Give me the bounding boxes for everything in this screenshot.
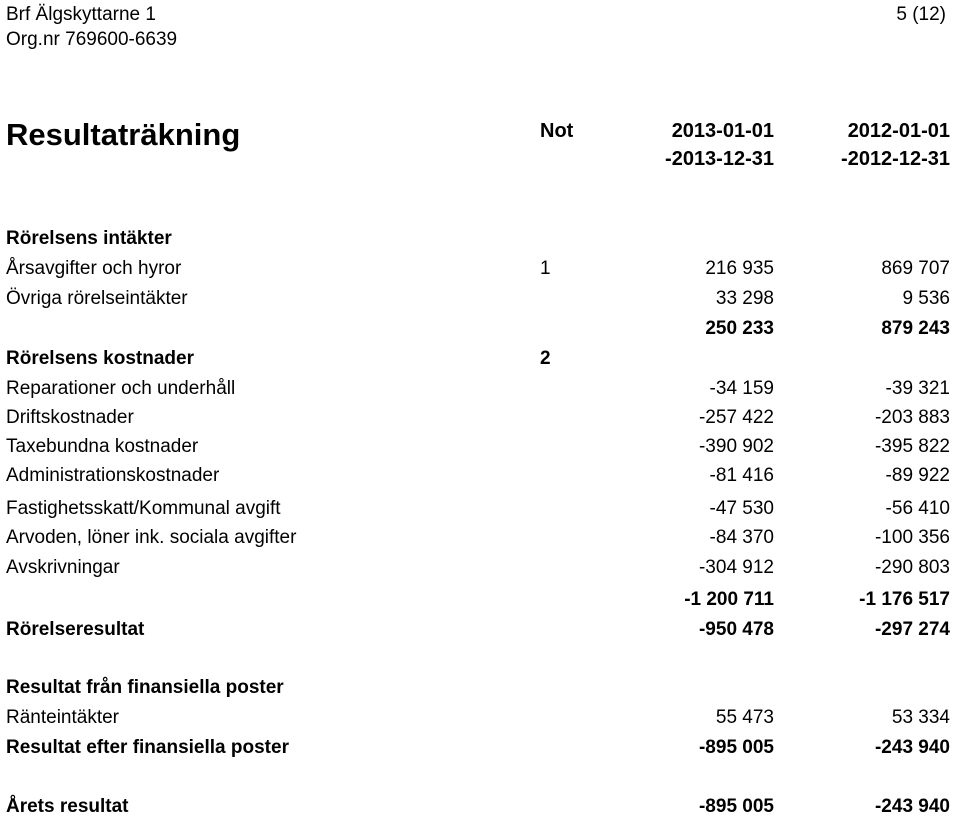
- table-row: [0, 553, 960, 583]
- row-value-2012: -243 940: [874, 796, 950, 817]
- table-row: [0, 673, 960, 703]
- table-row: [0, 224, 960, 254]
- row-value-2012: -297 274: [874, 619, 950, 640]
- table-row: [0, 461, 960, 491]
- organization-number: Org.nr 769600-6639: [6, 29, 178, 50]
- row-note: 2: [540, 348, 551, 369]
- row-value-2012: -243 940: [874, 737, 950, 758]
- row-value-2012: 9 536: [902, 288, 950, 309]
- row-value-2013: -257 422: [698, 407, 774, 428]
- table-row: [0, 703, 960, 733]
- period-2013-header: [665, 117, 774, 173]
- row-value-2013: -390 902: [698, 436, 774, 457]
- report-title: Resultaträkning: [6, 117, 241, 152]
- table-row: [0, 432, 960, 462]
- row-value-2013: 55 473: [715, 707, 774, 728]
- row-value-2013: -304 912: [698, 557, 774, 578]
- row-value-2012: 869 707: [881, 258, 950, 279]
- row-value-2012: 53 334: [891, 707, 950, 728]
- table-row: [0, 494, 960, 524]
- row-value-2013: -47 530: [709, 498, 774, 519]
- row-label: Driftskostnader: [6, 407, 134, 428]
- row-value-2013: -895 005: [698, 796, 774, 817]
- table-row: [0, 523, 960, 553]
- row-value-2013: 216 935: [705, 258, 774, 279]
- row-value-2013: -81 416: [709, 465, 774, 486]
- row-label: Ränteintäkter: [6, 707, 120, 728]
- row-label: Rörelsens kostnader: [6, 348, 194, 369]
- row-value-2013: -34 159: [709, 378, 774, 399]
- row-value-2012: -1 176 517: [859, 589, 950, 610]
- row-note: 1: [540, 258, 551, 279]
- organization-name: Brf Älgskyttarne 1: [6, 4, 156, 25]
- row-label: Resultat från finansiella poster: [6, 677, 284, 698]
- period-2013-start: 2013-01-01: [671, 120, 774, 142]
- period-2012-header: [841, 117, 950, 173]
- period-2012-start: 2012-01-01: [847, 120, 950, 142]
- note-column-header: Not: [540, 120, 574, 142]
- row-label: Avskrivningar: [6, 557, 120, 578]
- page-number: 5 (12): [896, 4, 946, 25]
- row-value-2012: -395 822: [874, 436, 950, 457]
- row-value-2013: -895 005: [698, 737, 774, 758]
- row-label: Arvoden, löner ink. sociala avgifter: [6, 527, 297, 548]
- table-row: [0, 314, 960, 344]
- row-label: Övriga rörelseintäkter: [6, 288, 188, 309]
- row-value-2013: -84 370: [709, 527, 774, 548]
- row-label: Årets resultat: [6, 796, 129, 817]
- row-value-2013: -1 200 711: [684, 589, 774, 610]
- row-label: Rörelsens intäkter: [6, 228, 172, 249]
- row-label: Resultat efter finansiella poster: [6, 737, 289, 758]
- row-value-2012: 879 243: [881, 318, 950, 339]
- row-label: Fastighetsskatt/Kommunal avgift: [6, 498, 281, 519]
- table-row: [0, 403, 960, 433]
- table-row: [0, 254, 960, 284]
- row-value-2012: -56 410: [885, 498, 950, 519]
- row-label: Administrationskostnader: [6, 465, 220, 486]
- period-2013-end: -2013-12-31: [665, 148, 774, 170]
- table-row: [0, 792, 960, 822]
- row-label: Årsavgifter och hyror: [6, 258, 182, 279]
- table-row: [0, 585, 960, 615]
- row-value-2013: 250 233: [705, 318, 774, 339]
- row-label: Taxebundna kostnader: [6, 436, 199, 457]
- row-value-2012: -290 803: [874, 557, 950, 578]
- row-label: Rörelseresultat: [6, 619, 145, 640]
- row-value-2013: 33 298: [715, 288, 774, 309]
- row-value-2013: -950 478: [698, 619, 774, 640]
- row-value-2012: -203 883: [874, 407, 950, 428]
- table-row: [0, 374, 960, 404]
- table-row: [0, 615, 960, 645]
- table-row: [0, 733, 960, 763]
- row-value-2012: -39 321: [885, 378, 950, 399]
- table-row: [0, 344, 960, 374]
- row-value-2012: -100 356: [874, 527, 950, 548]
- row-label: Reparationer och underhåll: [6, 378, 236, 399]
- period-2012-end: -2012-12-31: [841, 148, 950, 170]
- table-row: [0, 284, 960, 314]
- row-value-2012: -89 922: [885, 465, 950, 486]
